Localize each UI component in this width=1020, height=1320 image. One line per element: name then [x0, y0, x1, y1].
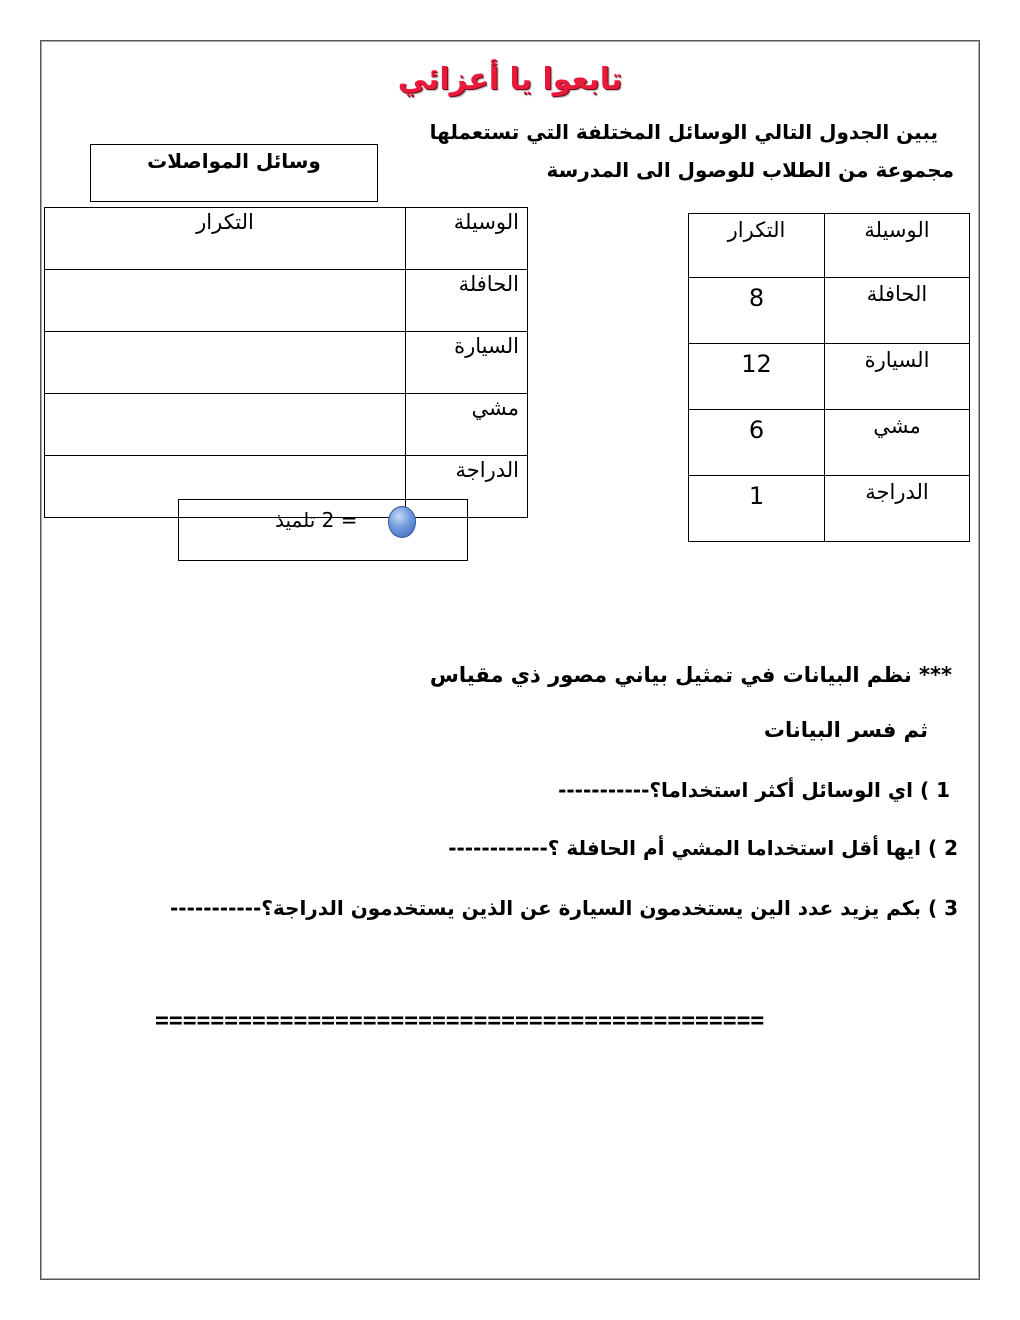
table-row [689, 476, 970, 542]
instruction-line-2: ثم فسر البيانات [763, 718, 928, 742]
pictograph-empty-cell[interactable] [45, 394, 406, 456]
key-text: = 2 تلميذ [275, 508, 358, 532]
pictograph-key [178, 499, 468, 561]
table-row [45, 270, 528, 332]
pictograph-row-label: الحافلة [406, 270, 528, 332]
question-2: 2 ) ايها أقل استخداما المشي أم الحافلة ؟------------ [448, 836, 958, 860]
frequency-table [688, 213, 970, 542]
table-row [45, 332, 528, 394]
pictograph-row-label: السيارة [406, 332, 528, 394]
question-3: 3 ) بكم يزيد عدد الين يستخدمون السيارة عن الذين يستخدمون الدراجة؟----------- [169, 896, 958, 920]
circle-symbol-icon [388, 506, 416, 538]
frequency-item: السيارة [825, 344, 970, 410]
frequency-item: مشي [825, 410, 970, 476]
frequency-item: الدراجة [825, 476, 970, 542]
intro-line-1: يبين الجدول التالي الوسائل المختلفة التي تستعملها [429, 120, 938, 144]
pictograph-table [44, 207, 528, 518]
table-row [689, 214, 970, 278]
frequency-item: الحافلة [825, 278, 970, 344]
frequency-count: 8 [689, 278, 825, 344]
table-row [45, 208, 528, 270]
table-row [689, 344, 970, 410]
frequency-count: 12 [689, 344, 825, 410]
frequency-header-count: التكرار [689, 214, 825, 278]
pictograph-title-box [90, 144, 378, 202]
pictograph-title: وسائل المواصلات [147, 149, 321, 173]
frequency-count: 1 [689, 476, 825, 542]
pictograph-row-label: الدراجة [406, 456, 528, 518]
pictograph-header-item: الوسيلة [406, 208, 528, 270]
frequency-header-item: الوسيلة [825, 214, 970, 278]
pictograph-empty-cell[interactable] [45, 270, 406, 332]
table-row [689, 278, 970, 344]
question-1: 1 ) اي الوسائل أكثر استخداما؟----------- [558, 778, 950, 802]
table-row [45, 394, 528, 456]
pictograph-empty-cell[interactable] [45, 332, 406, 394]
instruction-line-1: *** نظم البيانات في تمثيل بياني مصور ذي مقياس [429, 663, 952, 687]
worksheet-title: تابعوا يا أعزائي [397, 62, 623, 97]
frequency-count: 6 [689, 410, 825, 476]
separator-line: ============================================ [155, 1008, 765, 1034]
pictograph-header-frequency: التكرار [45, 208, 406, 270]
pictograph-row-label: مشي [406, 394, 528, 456]
table-row [689, 410, 970, 476]
intro-line-2: مجموعة من الطلاب للوصول الى المدرسة [546, 158, 954, 182]
